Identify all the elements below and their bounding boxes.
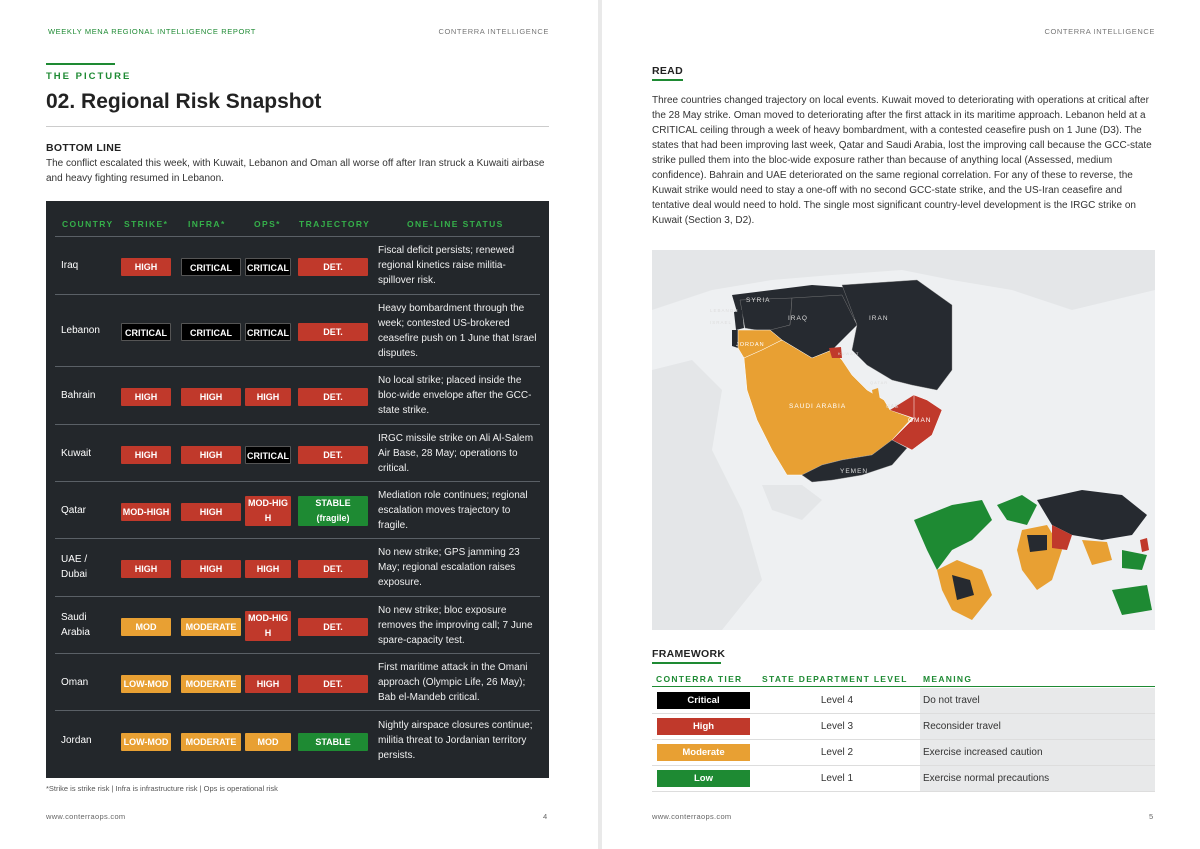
read-heading: READ (652, 65, 683, 77)
map-graphic (652, 250, 1155, 630)
title-divider (46, 126, 549, 127)
ops-badge: MOD-HIGH (245, 611, 291, 641)
table-row-saudi-arabia (55, 596, 540, 654)
trajectory-badge: DET. (298, 560, 368, 578)
country-name: Bahrain (61, 390, 96, 401)
footer-url: www.conterraops.com (652, 812, 732, 821)
report-page-left (0, 0, 598, 849)
section-kicker: THE PICTURE (46, 71, 132, 82)
state-level: Level 2 (820, 747, 854, 758)
ops-badge: HIGH (245, 675, 291, 693)
kicker-accent-bar (46, 63, 115, 65)
table-row-qatar (55, 481, 540, 539)
ops-badge: HIGH (245, 388, 291, 406)
map-label-israel: ISRAEL (710, 320, 733, 325)
map-label-syria: SYRIA (746, 297, 771, 304)
framework-header-rule (652, 686, 1155, 687)
status-text: Mediation role continues; regional escalation moves trajectory to fragile. (378, 490, 528, 531)
framework-row-critical (652, 688, 1155, 714)
infra-badge: MODERATE (181, 675, 241, 693)
tier-badge: Critical (657, 692, 750, 709)
country-name: Iraq (61, 260, 79, 271)
table-row-jordan (55, 710, 540, 771)
infra-badge: CRITICAL (181, 323, 241, 341)
status-text: No local strike; placed inside the bloc-wide envelope after the GCC-state strike. (378, 375, 532, 416)
status-text: No new strike; GPS jamming 23 May; regional escalation raises exposure. (378, 547, 520, 588)
infra-badge: HIGH (181, 388, 241, 406)
col-header-tier: CONTERRA TIER (656, 674, 743, 684)
col-header-strike: STRIKE* (124, 219, 169, 229)
page-title: 02. Regional Risk Snapshot (46, 90, 322, 113)
state-level: Level 3 (820, 721, 854, 732)
status-text: Fiscal deficit persists; renewed regional kinetics raise militia-spillover risk. (378, 245, 515, 286)
map-label-jordan: JORDAN (736, 342, 765, 348)
state-level: Level 1 (820, 773, 854, 784)
read-accent-bar (652, 79, 683, 81)
infra-badge: HIGH (181, 503, 241, 521)
report-page-right (602, 0, 1200, 849)
table-row-oman (55, 653, 540, 711)
framework-accent-bar (652, 662, 721, 664)
map-label-lebanon: LEBANON (710, 308, 739, 313)
col-header-infra: INFRA* (188, 219, 226, 229)
country-name: Jordan (61, 735, 92, 746)
ops-badge: CRITICAL (245, 323, 291, 341)
strike-badge: HIGH (121, 446, 171, 464)
trajectory-badge: DET. (298, 258, 368, 276)
status-text: First maritime attack in the Omani approach (Olympic Life, 26 May); Bab el-Mandeb critical. (378, 662, 528, 703)
ops-badge: CRITICAL (245, 258, 291, 276)
table-row-kuwait (55, 424, 540, 482)
framework-heading: FRAMEWORK (652, 648, 726, 660)
framework-row-low (652, 766, 1155, 792)
map-label-uae: UAE (886, 404, 900, 410)
report-series-title: WEEKLY MENA REGIONAL INTELLIGENCE REPORT (48, 27, 256, 36)
bottom-line-text: The conflict escalated this week, with Kuwait, Lebanon and Oman all worse off after Iran struck a Kuwaiti airbase and heavy fighting resumed in Lebanon. (46, 158, 545, 184)
table-row-lebanon (55, 294, 540, 367)
trajectory-badge: STABLE (298, 733, 368, 751)
tier-badge: Low (657, 770, 750, 787)
map-label-kuwait: KUWAIT (838, 351, 860, 356)
publisher-name: CONTERRA INTELLIGENCE (1044, 27, 1155, 36)
country-name: Oman (61, 677, 89, 688)
trajectory-badge: DET. (298, 446, 368, 464)
trajectory-badge: DET. (298, 618, 368, 636)
tier-badge: High (657, 718, 750, 735)
state-level: Level 4 (820, 695, 854, 706)
infra-badge: CRITICAL (181, 258, 241, 276)
col-header-country: COUNTRY (62, 219, 114, 229)
trajectory-badge: DET. (298, 388, 368, 406)
table-row-bahrain (55, 366, 540, 425)
framework-row-moderate (652, 740, 1155, 766)
strike-badge: LOW-MOD (121, 675, 171, 693)
map-label-oman: OMAN (908, 417, 932, 424)
strike-badge: LOW-MOD (121, 733, 171, 751)
ops-badge: CRITICAL (245, 446, 291, 464)
trajectory-badge: DET. (298, 323, 368, 341)
col-header-trajectory: TRAJECTORY (299, 219, 371, 229)
country-name: Kuwait (61, 448, 92, 459)
tier-badge: Moderate (657, 744, 750, 761)
infra-badge: MODERATE (181, 733, 241, 751)
footer-url: www.conterraops.com (46, 812, 126, 821)
bottom-line-heading: BOTTOM LINE (46, 142, 122, 154)
status-text: Heavy bombardment through the week; contested US-brokered ceasefire push on 1 June that Israel disputes. (378, 303, 537, 359)
col-header-status: ONE-LINE STATUS (407, 219, 504, 229)
country-name: Lebanon (61, 325, 100, 336)
page-number: 4 (543, 812, 548, 821)
framework-row-high (652, 714, 1155, 740)
read-text: Three countries changed trajectory on local events. Kuwait moved to deteriorating with operations at critical after the 28 May strike. Oman moved to deteriorating after the first attack in its maritime approach. Lebanon held at a CRITICAL ceiling through a week of heavy bombardment, with a contested ceasefire push on 1 June (D3). The states that had been improving last week, Qatar and Saudi Arabia, lost the improving call because the GCC-state strike pulled them into the bloc-wide exposure rather than because of anything local (Assessed, medium confidence). Bahrain and UAE deteriorated on the same regional correlation. For any of these to reverse, the Kuwait strike would need to stay a one-off with no second GCC-state strike, and the US-Iran ceasefire and tentative deal would need to hold. The single most significant country-level development is the IRGC strike on Kuwait (Section 3, D2). (652, 95, 1152, 226)
infra-badge: HIGH (181, 560, 241, 578)
ops-badge: MOD-HIGH (245, 496, 291, 526)
col-header-meaning: MEANING (923, 674, 973, 684)
col-header-ops: OPS* (254, 219, 281, 229)
country-name: Qatar (61, 505, 87, 516)
regional-risk-map (652, 250, 1155, 630)
table-row-iraq (55, 236, 540, 295)
strike-badge: MOD-HIGH (121, 503, 171, 521)
country-name: Saudi Arabia (61, 612, 90, 638)
map-label-iran: IRAN (869, 315, 889, 322)
map-label-iraq: IRAQ (788, 315, 808, 322)
status-text: IRGC missile strike on Ali Al-Salem Air Base, 28 May; operations to critical. (378, 433, 534, 474)
strike-badge: HIGH (121, 560, 171, 578)
table-row-uae (55, 538, 540, 597)
strike-badge: HIGH (121, 258, 171, 276)
strike-badge: MOD (121, 618, 171, 636)
strike-badge: CRITICAL (121, 323, 171, 341)
map-label-qatar: QATAR (870, 380, 889, 385)
status-text: No new strike; bloc exposure removes the improving call; 7 June spare-capacity test. (378, 605, 533, 646)
col-header-state-level: STATE DEPARTMENT LEVEL (762, 674, 908, 684)
ops-badge: HIGH (245, 560, 291, 578)
meaning-text: Exercise normal precautions (923, 773, 1050, 784)
table-footnote: *Strike is strike risk | Infra is infrastructure risk | Ops is operational risk (46, 784, 278, 793)
trajectory-badge: STABLE (fragile) (298, 496, 368, 526)
page-number: 5 (1149, 812, 1154, 821)
meaning-text: Exercise increased caution (923, 747, 1043, 758)
publisher-name: CONTERRA INTELLIGENCE (438, 27, 549, 36)
meaning-text: Reconsider travel (923, 721, 1001, 732)
risk-snapshot-table (46, 201, 549, 778)
strike-badge: HIGH (121, 388, 171, 406)
status-text: Nightly airspace closures continue; militia threat to Jordanian territory persists. (378, 720, 533, 761)
map-label-saudi-arabia: SAUDI ARABIA (789, 403, 847, 410)
ops-badge: MOD (245, 733, 291, 751)
trajectory-badge: DET. (298, 675, 368, 693)
country-name: UAE / Dubai (61, 554, 88, 580)
infra-badge: HIGH (181, 446, 241, 464)
map-label-yemen: YEMEN (840, 468, 869, 475)
meaning-text: Do not travel (923, 695, 980, 706)
infra-badge: MODERATE (181, 618, 241, 636)
